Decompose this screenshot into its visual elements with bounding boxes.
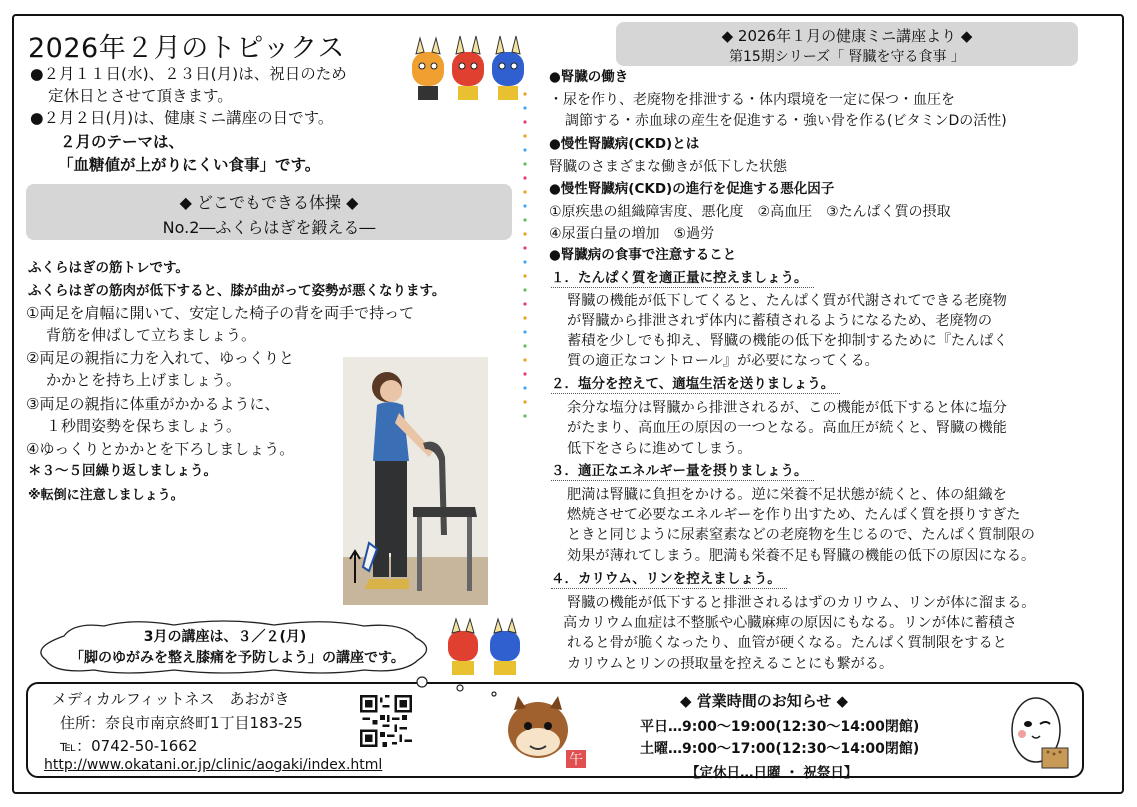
exercise-header (26, 184, 512, 240)
ckd-factors-text-cont: ④尿蛋白量の増加 ⑤過労 (549, 226, 715, 242)
diet-point-1: １．たんぱく質を適正量に控えましょう。 (551, 269, 814, 288)
march-lecture-date: 3月の講座は、３／２(月) (143, 629, 307, 645)
exercise-intro-2: ふくらはぎの筋肉が低下すると、膝が曲がって姿勢が悪くなります。 (28, 283, 446, 299)
hours-weekday: 平日…9:00～19:00(12:30～14:00閉館) (640, 719, 920, 735)
exercise-step-1-cont: 背筋を伸ばして立ちましょう。 (46, 326, 257, 344)
diet-point-3: ３．適正なエネルギー量を摂りましょう。 (551, 462, 814, 481)
exercise-caution: ※転倒に注意しましょう。 (28, 488, 184, 503)
diet-point-1-line: 蓄積を少しでも抑え、腎臓の機能の低下を抑制するために『たんぱく (567, 333, 1008, 349)
ckd-text: 腎臓のさまざまな働きが低下した状態 (549, 159, 787, 175)
clinic-url[interactable]: http://www.okatani.or.jp/clinic/aogaki/index.html (44, 757, 383, 773)
hours-closed-days: 【定休日…日曜 ・ 祝祭日】 (686, 765, 858, 781)
diet-point-2-line: 低下をさらに進めてしまう。 (567, 441, 752, 457)
clinic-address: 住所：奈良市南京終町1丁目183-25 (60, 714, 303, 732)
qr-code (360, 695, 412, 747)
diet-point-4: ４．カリウム、リンを控えましょう。 (551, 570, 787, 589)
exercise-step-3-cont: １秒間姿勢を保ちましょう。 (46, 417, 242, 435)
hours-saturday: 土曜…9:00～17:00(12:30～14:00閉館) (640, 741, 920, 757)
topic-lecture-day: ●２月２日(月)は、健康ミニ講座の日です。 (30, 109, 334, 127)
topic-holiday-cont: 定休日とさせて頂きます。 (48, 87, 233, 105)
exercise-step-3: ③両足の親指に体重がかかるように、 (26, 395, 280, 413)
topic-theme-label: ２月のテーマは、 (60, 133, 185, 151)
clinic-tel: ℡：0742-50-1662 (60, 737, 198, 755)
topic-theme: 「血糖値が上がりにくい食事」です。 (58, 156, 321, 174)
diet-point-3-line: 肥満は腎臓に負担をかける。逆に栄養不足状態が続くと、体の組織を (567, 487, 1007, 503)
topics-title: 2026年２月のトピックス (28, 33, 345, 64)
hours-title: ◆ 営業時間のお知らせ ◆ (680, 692, 849, 710)
diet-point-4-line: カリウムとリンの摂取量を控えることにも繋がる。 (567, 656, 894, 672)
kidney-function-text-cont: 調節する・赤血球の産生を促進する・強い骨を作る(ビタミンDの活性) (565, 113, 1007, 129)
oni-illustration (408, 30, 530, 108)
exercise-header-subtitle: No.2―ふくらはぎを鍛える― (162, 218, 376, 237)
diet-point-3-line: 燃焼させて必要なエネルギーを作り出すため、たんぱく質を摂りすぎた (567, 507, 1021, 523)
diet-point-4-line: 高カリウム血症は不整脈や心臓麻痺の原因にもなる。リンが体に蓄積さ (563, 615, 1017, 631)
horse-badge-text: 午 (569, 752, 583, 768)
dotted-divider (521, 84, 529, 564)
ckd-factors-heading: ●慢性腎臓病(CKD)の進行を促進する悪化因子 (549, 181, 835, 197)
diet-point-1-line: 腎臓の機能が低下してくると、たんぱく質が代謝されてできる老廃物 (567, 293, 1007, 309)
exercise-header-title: ◆ どこでもできる体操 ◆ (179, 193, 359, 212)
bubbles-decoration (412, 670, 502, 700)
exercise-step-2: ②両足の親指に力を入れて、ゆっくりと (26, 349, 294, 367)
diet-point-2: ２．塩分を控えて、適塩生活を送りましょう。 (551, 375, 840, 394)
exercise-step-1: ①両足を肩幅に開いて、安定した椅子の背を両手で持って (26, 304, 415, 322)
lecture-header-subtitle: 第15期シリーズ「 腎臓を守る食事 」 (728, 49, 965, 65)
lecture-header-title: ◆ 2026年１月の健康ミニ講座より ◆ (721, 27, 973, 45)
kidney-function-text: ・尿を作り、老廃物を排泄する・体内環境を一定に保つ・血圧を (549, 92, 955, 108)
diet-point-3-line: 効果が薄れてしまう。肥満も栄養不足も腎臓の機能の低下の原因になる。 (567, 548, 1036, 564)
exercise-repeat: ＊３～５回繰り返しましょう。 (28, 463, 217, 479)
daruma-illustration (1002, 690, 1072, 774)
horse-illustration (498, 690, 592, 770)
diet-point-3-line: ときと同じように尿素窒素などの老廃物を生じるので、たんぱく質制限の (567, 527, 1035, 543)
topic-holiday: ●２月１１日(水)、２３日(月)は、祝日のため (30, 65, 347, 83)
diet-heading: ●腎臓病の食事で注意すること (549, 247, 737, 263)
diet-point-4-line: 腎臓の機能が低下すると排泄されるはずのカリウム、リンが体に溜まる。 (567, 595, 1036, 611)
diet-point-4-line: れると骨が脆くなったり、血管が硬くなる。たんぱく質制限をすると (567, 635, 1007, 651)
march-lecture-theme: 「脚のゆがみを整え膝痛を予防しよう」の講座です。 (70, 650, 405, 666)
lecture-header (616, 22, 1078, 66)
kidney-function-heading: ●腎臓の働き (549, 69, 629, 85)
ckd-factors-text: ①原疾患の組織障害度、悪化度 ②高血圧 ③たんぱく質の摂取 (549, 204, 951, 220)
diet-point-2-line: 余分な塩分は腎臓から排泄されるが、この機能が低下すると体に塩分 (567, 400, 1007, 416)
exercise-intro: ふくらはぎの筋トレです。 (28, 260, 189, 276)
exercise-step-4: ④ゆっくりとかかとを下ろしましょう。 (26, 440, 295, 458)
diet-point-1-line: が腎臓から排泄されず体内に蓄積されるようになるため、老廃物の (567, 313, 993, 329)
clinic-name: メディカルフィットネス あおがき (52, 690, 290, 708)
ckd-heading: ●慢性腎臓病(CKD)とは (549, 136, 700, 152)
exercise-photo (343, 357, 488, 605)
diet-point-2-line: がたまり、高血圧の原因の一つとなる。高血圧が続くと、腎臓の機能 (567, 420, 1007, 436)
diet-point-1-line: 質の適正なコントロール』が必要になってくる。 (567, 353, 879, 369)
exercise-step-2-cont: かかとを持ち上げましょう。 (46, 371, 242, 389)
